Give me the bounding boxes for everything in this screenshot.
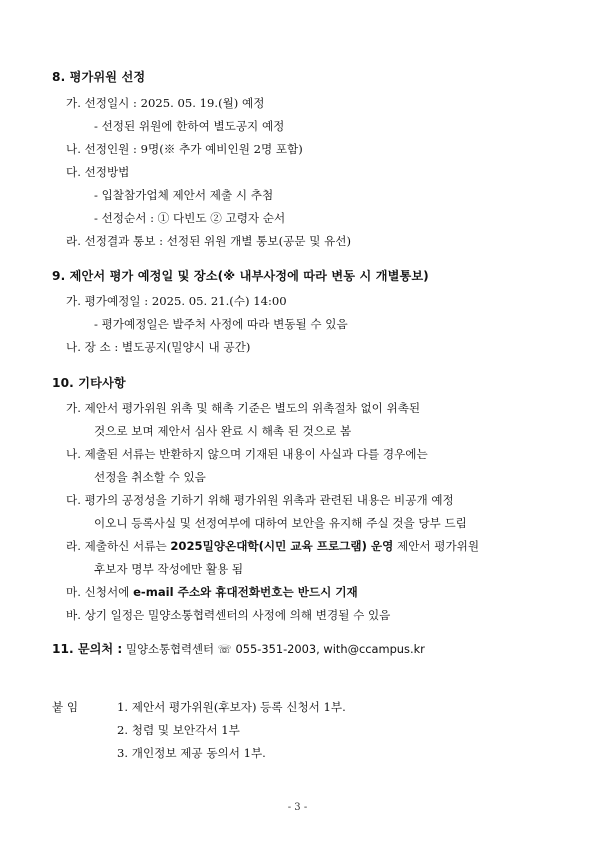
section-8-item-da-sub2: - 선정순서 : ① 다빈도 ② 고령자 순서: [94, 211, 286, 225]
section-9-item-ga: 가. 평가예정일 : 2025. 05. 21.(수) 14:00: [66, 294, 287, 308]
section-9-item-na: 나. 장 소 : 별도공지(밀양시 내 공간): [66, 340, 251, 354]
section-10-item-ba: 바. 상기 일정은 밀양소통협력센터의 사정에 의해 변경될 수 있음: [66, 608, 391, 622]
section-10-item-ra-line1: [66, 538, 479, 554]
section-10-item-ra-program: 2025밀양온대학(시민 교육 프로그램) 운영: [170, 539, 394, 553]
contact-info: 밀양소통협력센터 ☏ 055-351-2003, with@ccampus.kr: [125, 642, 425, 656]
section-10-item-ra-line2: 후보자 명부 작성에만 활용 됨: [94, 562, 244, 576]
section-10-item-ga-line1: 가. 제안서 평가위원 위촉 및 해촉 기준은 별도의 위촉절차 없이 위촉된: [66, 401, 421, 415]
section-10-item-na-line1: 나. 제출된 서류는 반환하지 않으며 기재된 내용이 사실과 다를 경우에는: [66, 447, 428, 461]
section-10-item-da-line2: 이오니 등록사실 및 선정여부에 대하여 보안을 유지해 주실 것을 당부 드림: [94, 516, 467, 530]
section-10-item-da-line1: 다. 평가의 공정성을 기하기 위해 평가위원 위촉과 관련된 내용은 비공개 예정: [66, 493, 454, 507]
attachments-label: 붙 임: [52, 700, 79, 714]
section-8-item-ga: 가. 선정일시 : 2025. 05. 19.(월) 예정: [66, 96, 265, 110]
section-9-item-ga-sub: - 평가예정일은 발주처 사정에 따라 변동될 수 있음: [94, 317, 348, 331]
attachment-item-2: 2. 청렴 및 보안각서 1부: [117, 723, 240, 737]
section-10-item-na-line2: 선정을 취소할 수 있음: [94, 470, 206, 484]
attachment-item-1: 1. 제안서 평가위원(후보자) 등록 신청서 1부.: [117, 700, 346, 714]
section-10-item-ma-prefix: 마. 신청서에: [66, 585, 134, 599]
section-10-item-ra-suffix: 제안서 평가위원: [393, 539, 480, 553]
attachment-item-3: 3. 개인정보 제공 동의서 1부.: [117, 746, 266, 760]
section-8-item-na: 나. 선정인원 : 9명(※ 추가 예비인원 2명 포함): [66, 142, 303, 156]
section-10-item-ga-line2: 것으로 보며 제안서 심사 완료 시 해촉 된 것으로 봄: [94, 424, 352, 438]
section-8-title: 8. 평가위원 선정: [52, 70, 146, 84]
section-8-item-da-sub1: - 입찰참가업체 제안서 제출 시 추첨: [94, 188, 274, 202]
section-9-title: 9. 제안서 평가 예정일 및 장소(※ 내부사정에 따라 변동 시 개별통보): [52, 269, 429, 283]
section-8-item-da: 다. 선정방법: [66, 165, 130, 179]
section-11-label: 11. 문의처 :: [52, 642, 123, 656]
section-8-item-ga-sub: - 선정된 위원에 한하여 별도공지 예정: [94, 119, 285, 133]
section-10-title: 10. 기타사항: [52, 376, 126, 390]
section-10-item-ma: [66, 584, 358, 600]
section-10-item-ra-prefix: 라. 제출하신 서류는: [66, 539, 171, 553]
page-number: - 3 -: [287, 802, 308, 813]
section-11-contact: [52, 640, 425, 657]
section-10-item-ma-emphasis: e-mail 주소와 휴대전화번호는 반드시 기재: [133, 585, 358, 599]
section-8-item-ra: 라. 선정결과 통보 : 선정된 위원 개별 통보(공문 및 유선): [66, 234, 351, 248]
